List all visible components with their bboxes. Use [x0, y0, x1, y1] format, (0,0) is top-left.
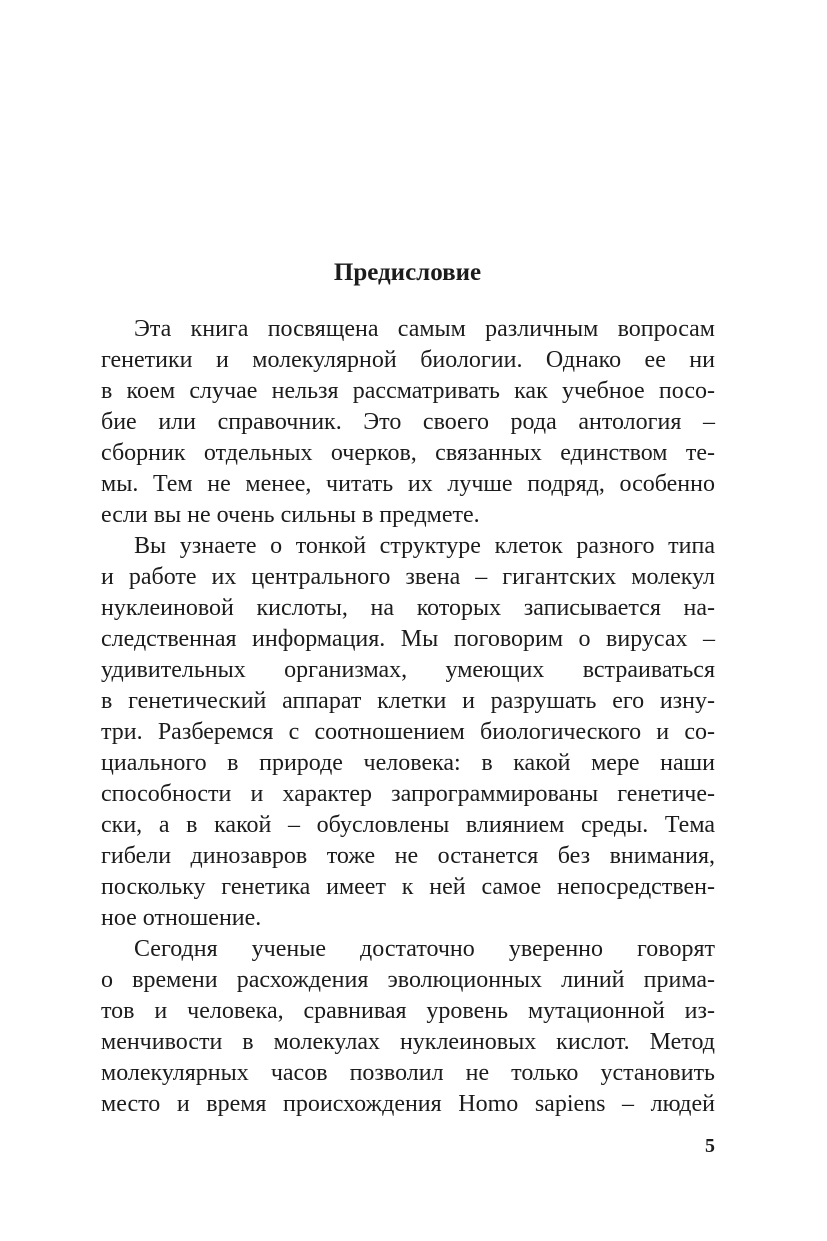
text-line: в генетический аппарат клетки и разрушать его изну-: [101, 688, 715, 714]
text-line: сборник отдельных очерков, связанных единством те-: [101, 440, 715, 466]
text-line: в коем случае нельзя рассматривать как учебное посо-: [101, 378, 715, 404]
text-line: способности и характер запрограммированы генетиче-: [101, 781, 715, 807]
page-number: 5: [705, 1135, 715, 1157]
text-line: генетики и молекулярной биологии. Однако ее ни: [101, 347, 715, 373]
text-line: ное отношение.: [101, 905, 262, 931]
text-line: бие или справочник. Это своего рода антология –: [101, 409, 715, 435]
text-line: Эта книга посвящена самым различным вопросам: [134, 316, 715, 342]
text-line: следственная информация. Мы поговорим о вирусах –: [101, 626, 715, 652]
text-line: молекулярных часов позволил не только установить: [101, 1060, 715, 1086]
text-line: о времени расхождения эволюционных линий прима-: [101, 967, 715, 993]
text-line: три. Разберемся с соотношением биологического и со-: [101, 719, 715, 745]
text-line: место и время происхождения Homo sapiens – людей: [101, 1091, 715, 1117]
text-line: мы. Тем не менее, читать их лучше подряд, особенно: [101, 471, 715, 497]
text-line: поскольку генетика имеет к ней самое непосредствен-: [101, 874, 715, 900]
text-line: если вы не очень сильны в предмете.: [101, 502, 480, 528]
text-line: циального в природе человека: в какой мере наши: [101, 750, 715, 776]
text-line: Вы узнаете о тонкой структуре клеток разного типа: [134, 533, 715, 559]
text-line: гибели динозавров тоже не останется без внимания,: [101, 843, 715, 869]
text-line: ски, а в какой – обусловлены влиянием среды. Тема: [101, 812, 715, 838]
text-line: Сегодня ученые достаточно уверенно говорят: [134, 936, 715, 962]
text-line: нуклеиновой кислоты, на которых записывается на-: [101, 595, 715, 621]
text-line: тов и человека, сравнивая уровень мутационной из-: [101, 998, 715, 1024]
text-line: менчивости в молекулах нуклеиновых кислот. Метод: [101, 1029, 715, 1055]
text-line: и работе их центрального звена – гигантских молекул: [101, 564, 715, 590]
chapter-heading: Предисловие: [333, 259, 482, 286]
text-line: удивительных организмах, умеющих встраиваться: [101, 657, 715, 683]
